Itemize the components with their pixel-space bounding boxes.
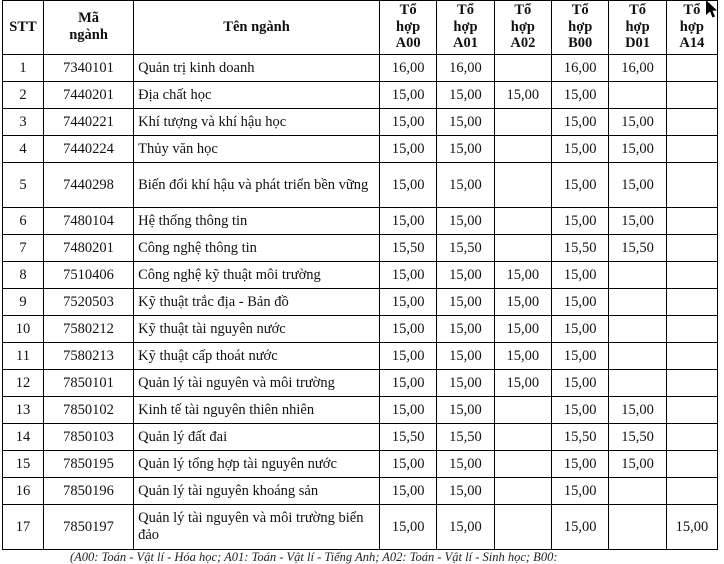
- cell-score-d01: [609, 343, 666, 370]
- cell-score-d01: [609, 370, 666, 397]
- cell-score-a02: [494, 451, 551, 478]
- cell-score-a14: [666, 55, 717, 82]
- table-row: [3, 289, 718, 316]
- cell-ten-nganh: Công nghệ thông tin: [134, 235, 380, 262]
- cell-score-d01: 15,00: [609, 136, 666, 163]
- cell-score-a01: 15,00: [437, 163, 494, 208]
- table-row: [3, 163, 718, 208]
- column-header-stt: STT: [3, 1, 44, 55]
- column-header-to-hop-a14: Tổ hợp A14: [666, 1, 717, 55]
- cell-stt: 10: [3, 316, 44, 343]
- cell-score-a00: 15,00: [379, 505, 436, 550]
- cell-ma-nganh: 7850102: [43, 397, 133, 424]
- cell-score-a02: [494, 55, 551, 82]
- cell-ten-nganh: Quản lý tài nguyên và môi trường biển đảo: [134, 505, 380, 550]
- cell-stt: 14: [3, 424, 44, 451]
- cell-score-a02: 15,00: [494, 289, 551, 316]
- cell-stt: 12: [3, 370, 44, 397]
- cell-score-a00: 15,00: [379, 163, 436, 208]
- cell-stt: 15: [3, 451, 44, 478]
- column-header-to-hop-a00: Tổ hợp A00: [379, 1, 436, 55]
- cell-score-a00: 15,00: [379, 136, 436, 163]
- column-header-to-hop-a01: Tổ hợp A01: [437, 1, 494, 55]
- cell-score-d01: 15,00: [609, 451, 666, 478]
- cell-score-b00: 15,00: [552, 505, 609, 550]
- cell-ten-nganh: Hệ thống thông tin: [134, 208, 380, 235]
- cell-ma-nganh: 7850196: [43, 478, 133, 505]
- cell-score-a00: 15,50: [379, 424, 436, 451]
- cell-score-a14: [666, 289, 717, 316]
- cell-stt: 3: [3, 109, 44, 136]
- cell-score-a02: 15,00: [494, 262, 551, 289]
- admission-score-table: [2, 0, 718, 550]
- cell-score-a02: 15,00: [494, 370, 551, 397]
- cell-score-a14: [666, 316, 717, 343]
- cell-score-b00: 15,00: [552, 451, 609, 478]
- table-row: [3, 505, 718, 550]
- cell-score-a01: 16,00: [437, 55, 494, 82]
- cell-score-a14: [666, 451, 717, 478]
- cell-score-a02: [494, 208, 551, 235]
- cell-stt: 7: [3, 235, 44, 262]
- cell-score-b00: 15,00: [552, 163, 609, 208]
- cell-score-b00: 15,00: [552, 370, 609, 397]
- cell-score-a02: [494, 136, 551, 163]
- cell-stt: 5: [3, 163, 44, 208]
- cell-score-a00: 15,00: [379, 109, 436, 136]
- cell-stt: 16: [3, 478, 44, 505]
- table-row: [3, 424, 718, 451]
- table-body: [3, 55, 718, 550]
- table-row: [3, 451, 718, 478]
- cell-ma-nganh: 7480104: [43, 208, 133, 235]
- cell-score-a01: 15,00: [437, 451, 494, 478]
- cell-score-b00: 15,00: [552, 343, 609, 370]
- cell-ten-nganh: Kỹ thuật tài nguyên nước: [134, 316, 380, 343]
- cell-stt: 6: [3, 208, 44, 235]
- table-row: [3, 82, 718, 109]
- cell-stt: 11: [3, 343, 44, 370]
- cell-score-b00: 15,50: [552, 424, 609, 451]
- column-header-to-hop-d01: Tổ hợp D01: [609, 1, 666, 55]
- cell-stt: 1: [3, 55, 44, 82]
- table-row: [3, 109, 718, 136]
- cell-ten-nganh: Khí tượng và khí hậu học: [134, 109, 380, 136]
- table-footnote: (A00: Toán - Vật lí - Hóa học; A01: Toán - Vật lí - Tiếng Anh; A02: Toán - Vật lí - Sinh học; B00:: [70, 550, 558, 564]
- cell-score-b00: 15,00: [552, 397, 609, 424]
- cell-score-a14: [666, 478, 717, 505]
- cell-score-d01: [609, 289, 666, 316]
- cell-score-b00: 16,00: [552, 55, 609, 82]
- cell-score-a14: [666, 424, 717, 451]
- cell-score-b00: 15,50: [552, 235, 609, 262]
- cell-score-a01: 15,00: [437, 262, 494, 289]
- cell-score-a00: 15,00: [379, 316, 436, 343]
- table-row: [3, 316, 718, 343]
- table-row: [3, 55, 718, 82]
- cell-score-a14: 15,00: [666, 505, 717, 550]
- cell-score-a00: 15,50: [379, 235, 436, 262]
- cell-score-a14: [666, 109, 717, 136]
- cell-score-a01: 15,00: [437, 397, 494, 424]
- cell-score-b00: 15,00: [552, 109, 609, 136]
- cell-score-d01: 15,50: [609, 235, 666, 262]
- cell-ten-nganh: Biến đổi khí hậu và phát triển bền vững: [134, 163, 380, 208]
- table-row: [3, 343, 718, 370]
- cell-ma-nganh: 7440298: [43, 163, 133, 208]
- cell-score-a02: [494, 505, 551, 550]
- cell-ten-nganh: Kỹ thuật cấp thoát nước: [134, 343, 380, 370]
- cell-score-a02: [494, 163, 551, 208]
- cell-score-d01: 15,00: [609, 397, 666, 424]
- cell-stt: 8: [3, 262, 44, 289]
- cell-ma-nganh: 7850101: [43, 370, 133, 397]
- cell-stt: 4: [3, 136, 44, 163]
- cell-ten-nganh: Quản lý đất đai: [134, 424, 380, 451]
- cell-score-d01: [609, 262, 666, 289]
- cell-ten-nganh: Kinh tế tài nguyên thiên nhiên: [134, 397, 380, 424]
- cell-ma-nganh: 7440221: [43, 109, 133, 136]
- table-row: [3, 478, 718, 505]
- cell-score-a02: 15,00: [494, 82, 551, 109]
- cell-score-a01: 15,50: [437, 235, 494, 262]
- cell-score-d01: [609, 82, 666, 109]
- cell-score-a02: 15,00: [494, 343, 551, 370]
- cell-ten-nganh: Công nghệ kỹ thuật môi trường: [134, 262, 380, 289]
- table-header: [3, 1, 718, 55]
- cell-score-a01: 15,00: [437, 109, 494, 136]
- cell-score-a14: [666, 370, 717, 397]
- cell-ma-nganh: 7520503: [43, 289, 133, 316]
- cell-score-b00: 15,00: [552, 208, 609, 235]
- cell-ma-nganh: 7580212: [43, 316, 133, 343]
- cell-score-b00: 15,00: [552, 262, 609, 289]
- cell-score-b00: 15,00: [552, 289, 609, 316]
- column-header-to-hop-a02: Tổ hợp A02: [494, 1, 551, 55]
- cell-score-b00: 15,00: [552, 478, 609, 505]
- cell-ten-nganh: Kỹ thuật trắc địa - Bản đồ: [134, 289, 380, 316]
- cell-score-a14: [666, 163, 717, 208]
- table-row: [3, 397, 718, 424]
- cell-stt: 9: [3, 289, 44, 316]
- cell-score-a14: [666, 136, 717, 163]
- cell-score-a14: [666, 397, 717, 424]
- table-row: [3, 136, 718, 163]
- cell-score-a01: 15,00: [437, 370, 494, 397]
- cell-score-d01: [609, 478, 666, 505]
- table-row: [3, 208, 718, 235]
- cell-score-a01: 15,00: [437, 289, 494, 316]
- cell-score-a01: 15,00: [437, 82, 494, 109]
- cell-ten-nganh: Địa chất học: [134, 82, 380, 109]
- cell-score-d01: 15,00: [609, 109, 666, 136]
- cell-score-a14: [666, 343, 717, 370]
- cell-ten-nganh: Quản lý tổng hợp tài nguyên nước: [134, 451, 380, 478]
- cell-score-a00: 15,00: [379, 262, 436, 289]
- cell-ma-nganh: 7440201: [43, 82, 133, 109]
- table-row: [3, 235, 718, 262]
- cell-ma-nganh: 7850195: [43, 451, 133, 478]
- cell-ma-nganh: 7340101: [43, 55, 133, 82]
- cell-score-a01: 15,00: [437, 505, 494, 550]
- column-header-to-hop-b00: Tổ hợp B00: [552, 1, 609, 55]
- cell-score-a00: 15,00: [379, 343, 436, 370]
- cell-score-a01: 15,00: [437, 343, 494, 370]
- cell-ma-nganh: 7850103: [43, 424, 133, 451]
- cell-ten-nganh: Thủy văn học: [134, 136, 380, 163]
- cell-ma-nganh: 7580213: [43, 343, 133, 370]
- cell-score-a00: 15,00: [379, 451, 436, 478]
- cell-ten-nganh: Quản lý tài nguyên khoáng sản: [134, 478, 380, 505]
- cell-score-a14: [666, 82, 717, 109]
- cell-score-a01: 15,00: [437, 136, 494, 163]
- cell-score-a00: 15,00: [379, 370, 436, 397]
- cell-score-a00: 15,00: [379, 82, 436, 109]
- cell-score-a14: [666, 235, 717, 262]
- cell-stt: 2: [3, 82, 44, 109]
- cell-score-a01: 15,00: [437, 478, 494, 505]
- cell-ma-nganh: 7440224: [43, 136, 133, 163]
- cell-score-a02: [494, 397, 551, 424]
- cell-score-a02: [494, 478, 551, 505]
- table-row: [3, 370, 718, 397]
- cell-score-a00: 15,00: [379, 208, 436, 235]
- cell-score-a14: [666, 262, 717, 289]
- table-row: [3, 262, 718, 289]
- cell-ten-nganh: Quản trị kinh doanh: [134, 55, 380, 82]
- cell-score-a02: 15,00: [494, 316, 551, 343]
- cell-score-a00: 15,00: [379, 478, 436, 505]
- cell-score-b00: 15,00: [552, 82, 609, 109]
- cell-score-a02: [494, 235, 551, 262]
- cell-stt: 13: [3, 397, 44, 424]
- column-header-ma-nganh: Mã ngành: [43, 1, 133, 55]
- cell-score-a02: [494, 109, 551, 136]
- cell-score-b00: 15,00: [552, 136, 609, 163]
- cell-ma-nganh: 7510406: [43, 262, 133, 289]
- cell-score-a00: 16,00: [379, 55, 436, 82]
- cell-score-a01: 15,00: [437, 316, 494, 343]
- cell-ma-nganh: 7850197: [43, 505, 133, 550]
- cell-score-d01: 15,50: [609, 424, 666, 451]
- cell-score-a02: [494, 424, 551, 451]
- cell-score-a14: [666, 208, 717, 235]
- cell-score-b00: 15,00: [552, 316, 609, 343]
- cell-score-d01: [609, 316, 666, 343]
- cell-score-d01: 15,00: [609, 163, 666, 208]
- cell-score-d01: 15,00: [609, 208, 666, 235]
- cell-ten-nganh: Quản lý tài nguyên và môi trường: [134, 370, 380, 397]
- cell-score-d01: [609, 505, 666, 550]
- cell-score-a00: 15,00: [379, 289, 436, 316]
- cell-ma-nganh: 7480201: [43, 235, 133, 262]
- cell-score-a00: 15,00: [379, 397, 436, 424]
- column-header-ten-nganh: Tên ngành: [134, 1, 380, 55]
- cell-stt: 17: [3, 505, 44, 550]
- cell-score-a01: 15,00: [437, 208, 494, 235]
- cell-score-d01: 16,00: [609, 55, 666, 82]
- cell-score-a01: 15,50: [437, 424, 494, 451]
